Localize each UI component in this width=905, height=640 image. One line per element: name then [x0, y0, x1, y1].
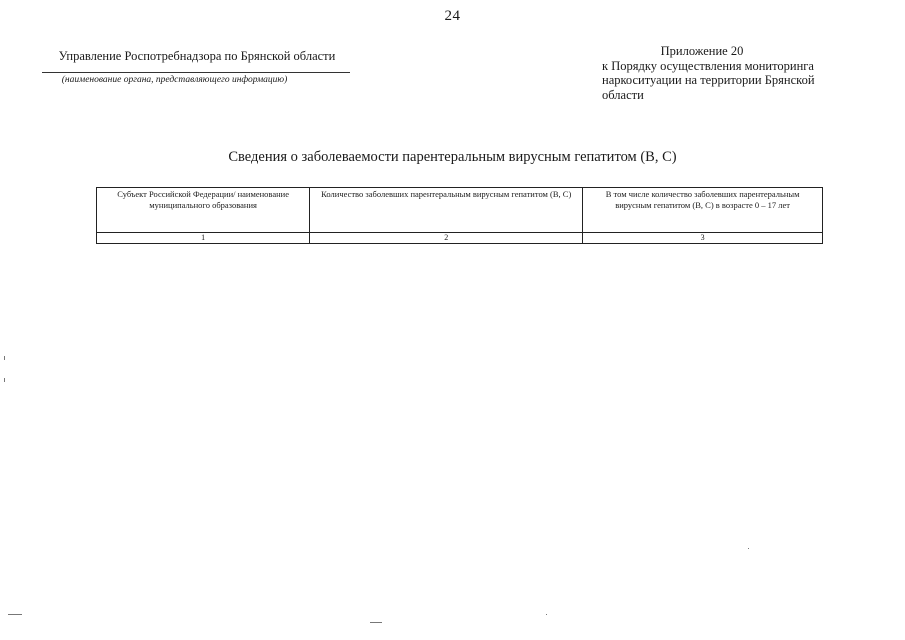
appendix-block: [602, 44, 842, 102]
column-number-2: 2: [310, 233, 583, 244]
scan-artifact: [8, 614, 22, 615]
page-number: 24: [444, 8, 461, 24]
column-number-row: [97, 233, 823, 244]
scan-artifact: [748, 548, 749, 549]
appendix-title: Приложение 20: [660, 44, 744, 58]
column-number-3: 3: [583, 233, 823, 244]
organization-caption: (наименование органа, представляющего информацию): [61, 75, 288, 85]
scan-artifact: [370, 622, 382, 623]
scan-artifact: [546, 614, 547, 615]
table-header-row: [97, 188, 823, 233]
document-title: Сведения о заболеваемости парентеральным вирусным гепатитом (В, С): [228, 149, 677, 165]
organization-underline: [42, 72, 350, 73]
scan-artifact: [4, 378, 5, 382]
appendix-text: к Порядку осуществления мониторинга наркоситуации на территории Брянской области: [602, 58, 815, 102]
header-total-cases: Количество заболевших парентеральным вирусным гепатитом (В, С): [310, 188, 583, 233]
scan-artifact: [4, 356, 5, 360]
report-table: [96, 187, 823, 244]
header-subject: Субъект Российской Федерации/ наименование муниципального образования: [97, 188, 310, 233]
organization-block: [42, 48, 352, 85]
header-cases-0-17: В том числе количество заболевших парентеральным вирусным гепатитом (В, С) в возрасте 0 – 17 лет: [583, 188, 823, 233]
organization-name: Управление Роспотребнадзора по Брянской области: [58, 49, 336, 63]
column-number-1: 1: [97, 233, 310, 244]
